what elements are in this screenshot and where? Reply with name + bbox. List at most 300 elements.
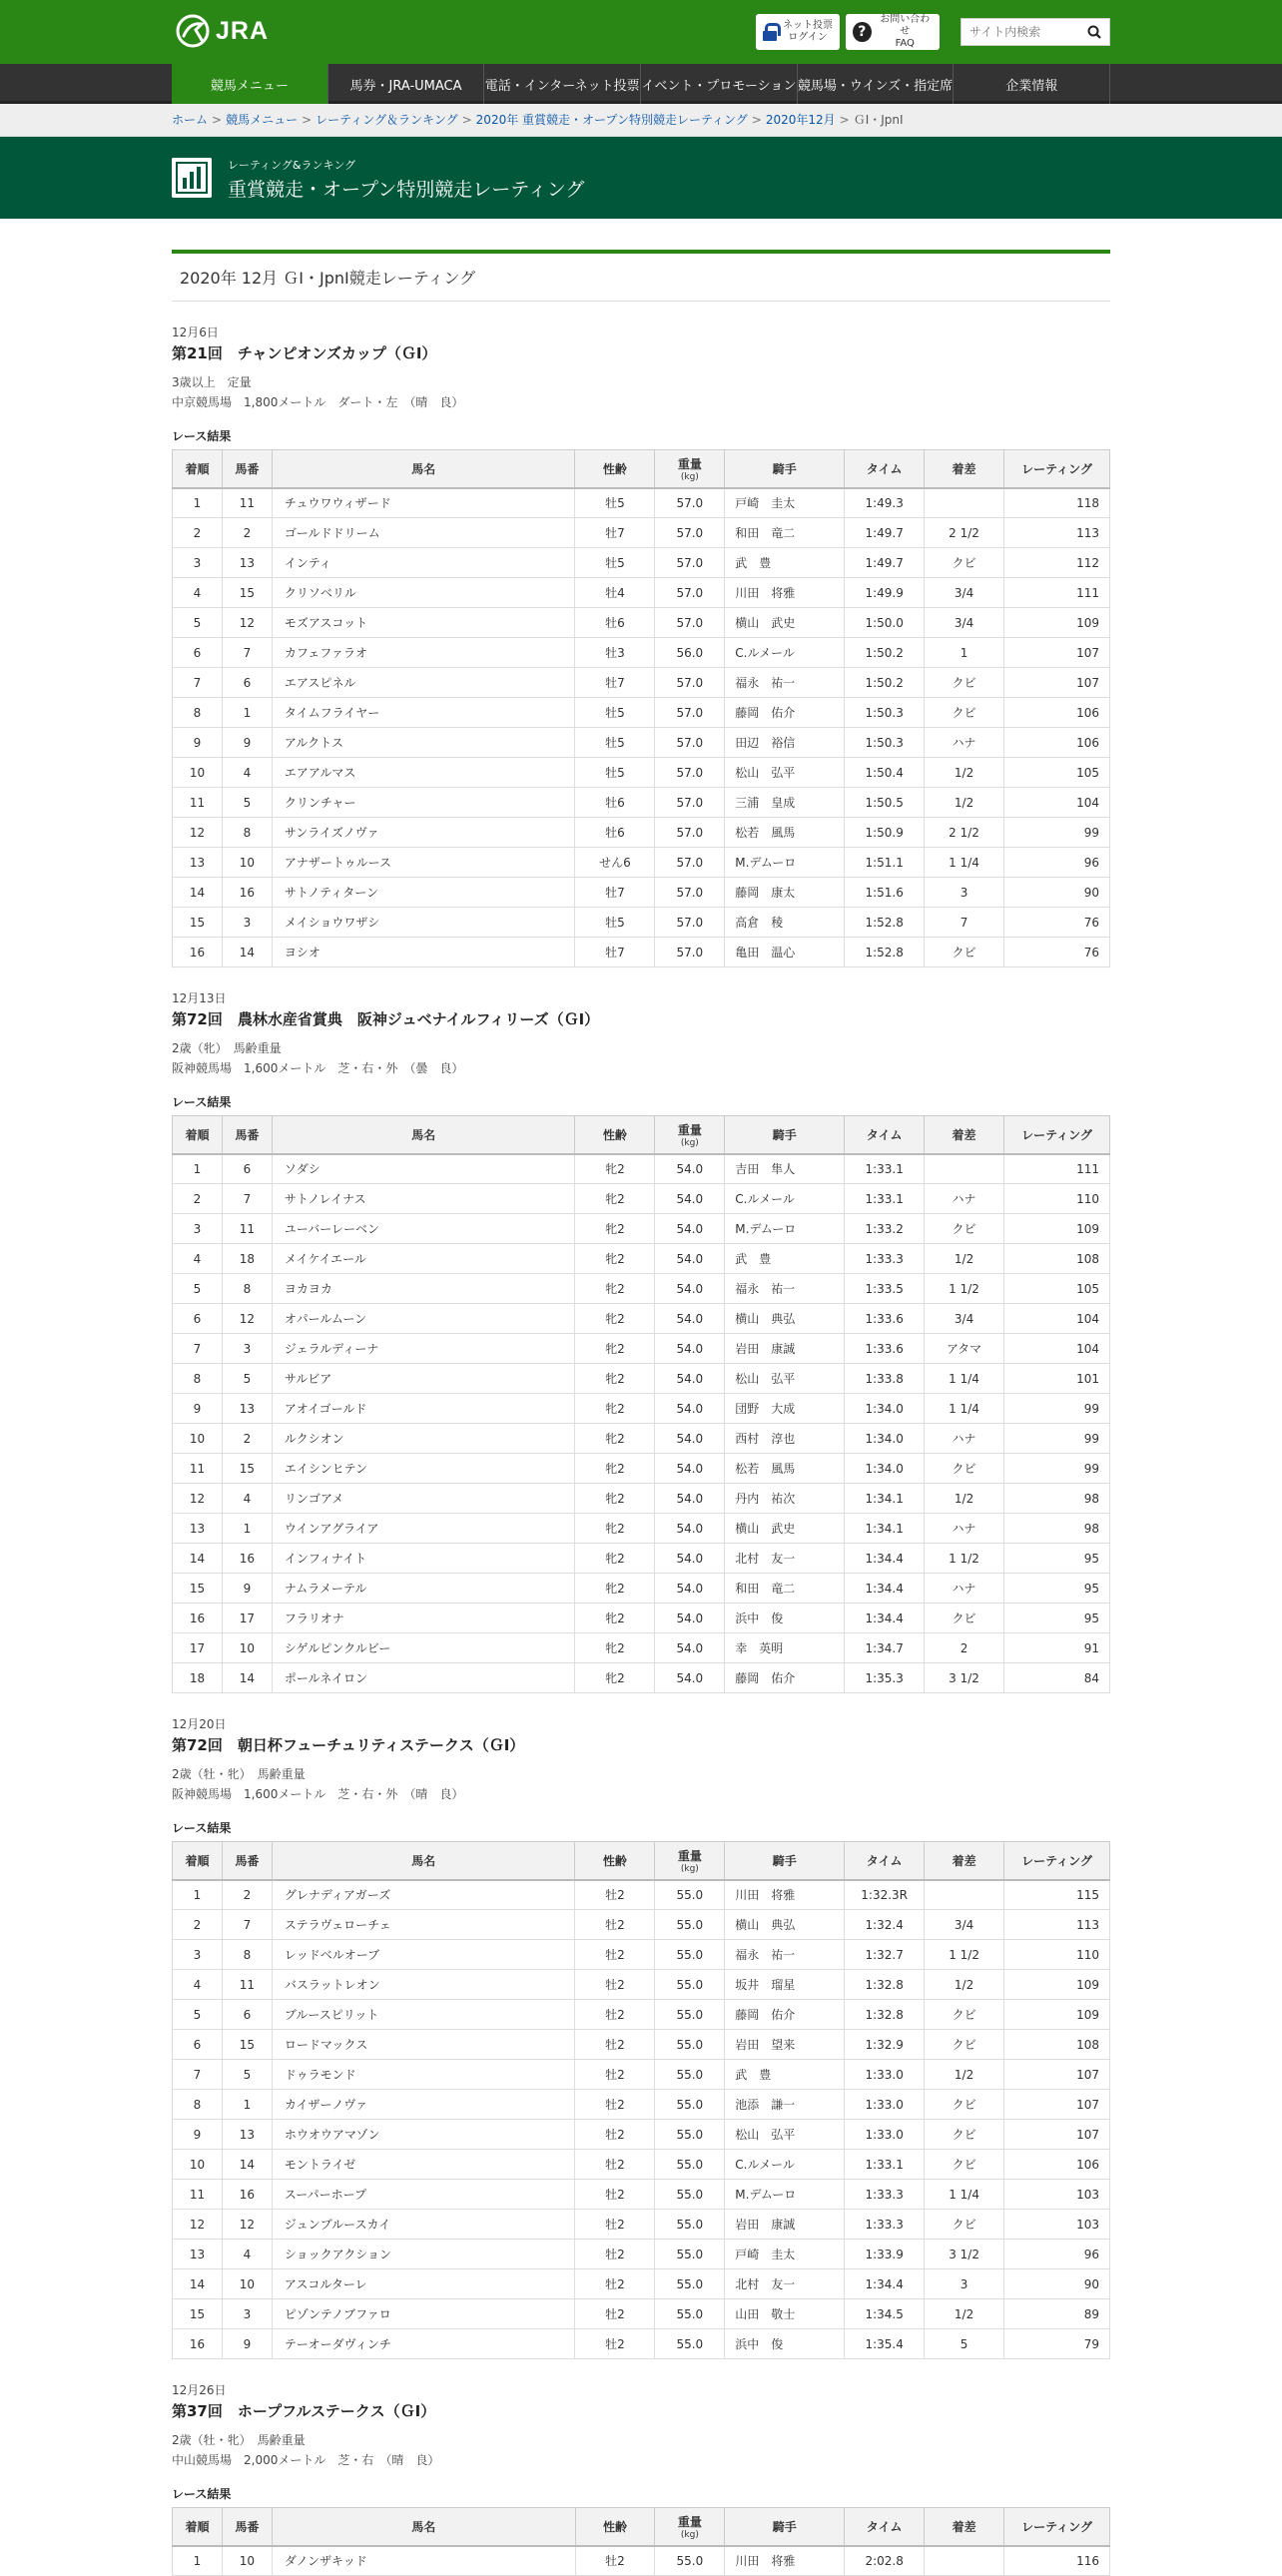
cell-weight: 54.0 <box>655 1424 725 1454</box>
cell-weight: 57.0 <box>655 758 725 788</box>
cell-margin: クビ <box>925 1454 1004 1484</box>
site-search <box>961 18 1110 46</box>
col-horse-number: 馬番 <box>222 450 272 488</box>
cell-margin: 1/2 <box>925 2060 1004 2090</box>
cell-margin: 1/2 <box>925 1484 1004 1514</box>
table-row <box>173 728 1110 758</box>
cell-weight: 55.0 <box>655 2000 725 2030</box>
race-name: 第72回 朝日杯フューチュリティステークス（ＧⅠ） <box>172 1736 525 1754</box>
cell-jockey: 松山 弘平 <box>725 2120 845 2150</box>
cell-horse-name: インティ <box>272 548 575 578</box>
cell-margin: 1/2 <box>925 788 1004 818</box>
main-nav <box>0 64 1282 104</box>
cell-margin: 1 1/4 <box>925 1394 1004 1424</box>
question-icon: ? <box>853 22 872 42</box>
cell-time: 1:49.7 <box>845 548 925 578</box>
cell-finish: 3 <box>173 548 223 578</box>
cell-margin: アタマ <box>925 1334 1004 1364</box>
cell-horse-name: スーパーホープ <box>272 2180 575 2210</box>
cell-time: 1:33.9 <box>845 2240 925 2269</box>
cell-jockey: 亀田 温心 <box>725 938 845 967</box>
table-row <box>173 1970 1110 2000</box>
cell-time: 1:35.3 <box>845 1663 925 1693</box>
cell-horse-number: 14 <box>222 1663 272 1693</box>
cell-time: 1:32.8 <box>845 1970 925 2000</box>
cell-margin: 1/2 <box>925 2299 1004 2329</box>
table-row <box>173 638 1110 668</box>
race-date: 12月26日 <box>172 2383 227 2397</box>
col-weight <box>655 2508 725 2546</box>
cell-time: 1:49.9 <box>845 578 925 608</box>
cell-sex-age: 牡6 <box>575 818 655 848</box>
cell-margin: 3/4 <box>925 1304 1004 1334</box>
cell-time: 1:49.7 <box>845 518 925 548</box>
cell-horse-name: クリソベリル <box>272 578 575 608</box>
col-margin: 着差 <box>925 1116 1004 1154</box>
race-list <box>172 323 1110 2576</box>
race-course: 中京競馬場 1,800メートル ダート・左 （晴 良） <box>172 395 464 409</box>
col-time: タイム <box>845 1842 925 1880</box>
cell-rating: 98 <box>1004 1484 1110 1514</box>
race-section <box>172 2381 1110 2576</box>
cell-jockey: 北村 友一 <box>725 2269 845 2299</box>
cell-jockey: 松若 風馬 <box>725 818 845 848</box>
cell-horse-number: 10 <box>222 1633 272 1663</box>
cell-rating: 98 <box>1004 1514 1110 1544</box>
cell-rating: 107 <box>1004 668 1110 698</box>
nav-phone-internet[interactable]: 電話・インターネット投票 <box>484 64 641 104</box>
race-name: 第72回 農林水産省賞典 阪神ジュベナイルフィリーズ（ＧⅠ） <box>172 1010 600 1028</box>
col-sex-age: 性齢 <box>575 450 655 488</box>
cell-finish: 2 <box>173 1184 223 1214</box>
cell-sex-age: 牝2 <box>575 1663 655 1693</box>
cell-sex-age: 牝2 <box>575 1334 655 1364</box>
cell-sex-age: 牝2 <box>575 1364 655 1394</box>
cell-sex-age: 牝2 <box>575 1574 655 1604</box>
cell-time: 1:51.6 <box>845 878 925 908</box>
cell-time: 1:50.3 <box>845 698 925 728</box>
cell-horse-number: 11 <box>222 1214 272 1244</box>
col-time: タイム <box>845 1116 925 1154</box>
cell-jockey: 松山 弘平 <box>725 1364 845 1394</box>
cell-jockey: 坂井 瑠星 <box>725 1970 845 2000</box>
cell-weight: 55.0 <box>655 2060 725 2090</box>
cell-sex-age: 牡5 <box>575 908 655 938</box>
cell-time: 1:33.3 <box>845 2210 925 2240</box>
cell-horse-number: 13 <box>222 1394 272 1424</box>
cell-jockey: C.ルメール <box>725 2150 845 2180</box>
cell-jockey: 田辺 裕信 <box>725 728 845 758</box>
cell-rating: 99 <box>1004 1394 1110 1424</box>
table-row <box>173 2150 1110 2180</box>
cell-finish: 16 <box>173 1604 223 1633</box>
cell-time: 1:33.1 <box>845 2150 925 2180</box>
cell-margin: 3/4 <box>925 608 1004 638</box>
cell-finish: 8 <box>173 1364 223 1394</box>
cell-horse-number: 14 <box>222 2150 272 2180</box>
col-jockey: 騎手 <box>725 1116 845 1154</box>
cell-horse-name: ソダシ <box>272 1154 575 1184</box>
table-row <box>173 1334 1110 1364</box>
cell-finish: 15 <box>173 1574 223 1604</box>
cell-horse-number: 15 <box>222 1454 272 1484</box>
cell-sex-age: 牡2 <box>575 2299 655 2329</box>
cell-sex-age: 牡2 <box>575 1940 655 1970</box>
cell-weight: 57.0 <box>655 518 725 548</box>
cell-horse-name: メイショウワザシ <box>272 908 575 938</box>
cell-jockey: 三浦 皇成 <box>725 788 845 818</box>
cell-finish: 1 <box>173 488 223 518</box>
cell-weight: 57.0 <box>655 608 725 638</box>
cell-rating: 110 <box>1004 1184 1110 1214</box>
table-row <box>173 938 1110 967</box>
cell-weight: 55.0 <box>655 2329 725 2359</box>
table-row <box>173 698 1110 728</box>
cell-jockey: 藤岡 康太 <box>725 878 845 908</box>
race-result-label: レース結果 <box>172 1821 232 1835</box>
faq-line2: FAQ <box>895 38 915 49</box>
cell-weight: 55.0 <box>655 2299 725 2329</box>
cell-time: 1:50.2 <box>845 638 925 668</box>
table-row <box>173 1633 1110 1663</box>
cell-finish: 12 <box>173 818 223 848</box>
cell-sex-age: 牡2 <box>575 2000 655 2030</box>
cell-horse-name: シゲルピンクルビー <box>272 1633 575 1663</box>
cell-weight: 54.0 <box>655 1663 725 1693</box>
cell-rating: 109 <box>1004 608 1110 638</box>
login-line1: ネット投票 <box>783 20 833 31</box>
table-row <box>173 1394 1110 1424</box>
cell-sex-age: 牡2 <box>575 2329 655 2359</box>
cell-time: 1:34.0 <box>845 1454 925 1484</box>
cell-horse-name: ウインアグライア <box>272 1514 575 1544</box>
cell-horse-number: 3 <box>222 908 272 938</box>
cell-jockey: C.ルメール <box>725 638 845 668</box>
col-weight <box>655 1842 725 1880</box>
cell-sex-age: 牡2 <box>575 2060 655 2090</box>
cell-horse-number: 8 <box>222 1274 272 1304</box>
breadcrumb-keiba-menu[interactable]: 競馬メニュー <box>226 113 299 127</box>
cell-horse-name: ナムラメーテル <box>272 1574 575 1604</box>
cell-finish: 3 <box>173 1214 223 1244</box>
breadcrumb-2020-rating[interactable]: 2020年 重賞競走・オープン特別競走レーティング <box>475 113 748 127</box>
cell-horse-number: 7 <box>222 638 272 668</box>
race-result-table <box>172 1115 1110 1693</box>
cell-jockey: 団野 大成 <box>725 1394 845 1424</box>
cell-margin: 3 1/2 <box>925 1663 1004 1693</box>
cell-horse-name: テーオーダヴィンチ <box>272 2329 575 2359</box>
cell-weight: 57.0 <box>655 698 725 728</box>
cell-horse-name: サンライズノヴァ <box>272 818 575 848</box>
col-weight <box>655 1116 725 1154</box>
table-row <box>173 2210 1110 2240</box>
cell-horse-number: 1 <box>222 698 272 728</box>
cell-sex-age: 牡2 <box>575 2269 655 2299</box>
nav-event[interactable]: イベント・プロモーション <box>641 64 798 104</box>
cell-time: 1:33.0 <box>845 2090 925 2120</box>
table-row <box>173 2120 1110 2150</box>
cell-jockey: 川田 将雅 <box>725 578 845 608</box>
cell-margin: 2 1/2 <box>925 818 1004 848</box>
cell-margin: ハナ <box>925 1184 1004 1214</box>
nav-keiba-menu[interactable]: 競馬メニュー <box>172 64 328 104</box>
cell-finish: 13 <box>173 848 223 878</box>
login-line2: ログイン <box>788 32 828 43</box>
cell-time: 1:34.5 <box>845 2299 925 2329</box>
cell-weight: 54.0 <box>655 1334 725 1364</box>
cell-horse-number: 9 <box>222 728 272 758</box>
cell-horse-name: ホウオウアマゾン <box>272 2120 575 2150</box>
cell-sex-age: 牡2 <box>575 2090 655 2120</box>
cell-time: 1:34.4 <box>845 1574 925 1604</box>
cell-rating: 101 <box>1004 1364 1110 1394</box>
table-row <box>173 2180 1110 2210</box>
cell-rating: 111 <box>1004 1154 1110 1184</box>
search-icon <box>1087 25 1101 39</box>
cell-weight: 57.0 <box>655 848 725 878</box>
jra-logo[interactable] <box>176 14 269 48</box>
race-date: 12月13日 <box>172 991 227 1005</box>
table-row <box>173 758 1110 788</box>
cell-margin: 3 <box>925 2269 1004 2299</box>
cell-weight: 54.0 <box>655 1514 725 1544</box>
cell-sex-age: 牡7 <box>575 878 655 908</box>
table-row <box>173 2546 1110 2576</box>
table-row <box>173 2329 1110 2359</box>
race-result-label: レース結果 <box>172 2487 232 2501</box>
col-finish: 着順 <box>173 2508 223 2546</box>
cell-horse-number: 5 <box>222 1364 272 1394</box>
cell-weight: 57.0 <box>655 728 725 758</box>
cell-weight: 55.0 <box>655 2030 725 2060</box>
cell-finish: 10 <box>173 758 223 788</box>
cell-finish: 15 <box>173 2299 223 2329</box>
cell-horse-name: レッドベルオーブ <box>272 1940 575 1970</box>
col-rating: レーティング <box>1004 1842 1110 1880</box>
col-horse-number: 馬番 <box>222 1116 272 1154</box>
cell-margin <box>925 1154 1004 1184</box>
cell-time: 1:34.4 <box>845 1604 925 1633</box>
search-input[interactable] <box>962 25 1081 39</box>
cell-margin: ハナ <box>925 728 1004 758</box>
cell-jockey: 松山 弘平 <box>725 758 845 788</box>
cell-time: 1:34.7 <box>845 1633 925 1663</box>
col-rating: レーティング <box>1004 1116 1110 1154</box>
table-row <box>173 1574 1110 1604</box>
cell-rating: 90 <box>1004 878 1110 908</box>
cell-horse-name: リンゴアメ <box>272 1484 575 1514</box>
cell-jockey: 武 豊 <box>725 1244 845 1274</box>
cell-rating: 105 <box>1004 758 1110 788</box>
cell-sex-age: 牡5 <box>575 728 655 758</box>
cell-rating: 106 <box>1004 698 1110 728</box>
cell-horse-number: 2 <box>222 1880 272 1910</box>
cell-rating: 99 <box>1004 1454 1110 1484</box>
cell-finish: 3 <box>173 1940 223 1970</box>
cell-horse-number: 10 <box>222 2269 272 2299</box>
cell-margin: 1 1/4 <box>925 848 1004 878</box>
cell-sex-age: 牡2 <box>575 2210 655 2240</box>
search-button[interactable] <box>1081 19 1107 45</box>
cell-time: 1:32.3R <box>845 1880 925 1910</box>
cell-horse-number: 1 <box>222 2090 272 2120</box>
cell-time: 1:33.3 <box>845 1244 925 1274</box>
section-title: 2020年 12月 ＧⅠ・JpnⅠ競走レーティング <box>172 250 1110 302</box>
cell-rating: 91 <box>1004 1633 1110 1663</box>
table-row <box>173 578 1110 608</box>
cell-jockey: 武 豊 <box>725 548 845 578</box>
table-row <box>173 1454 1110 1484</box>
table-row <box>173 2299 1110 2329</box>
cell-jockey: 山田 敬士 <box>725 2299 845 2329</box>
cell-finish: 1 <box>173 2546 223 2576</box>
cell-jockey: 横山 武史 <box>725 1514 845 1544</box>
cell-weight: 56.0 <box>655 638 725 668</box>
cell-rating: 104 <box>1004 1334 1110 1364</box>
cell-rating: 104 <box>1004 1304 1110 1334</box>
cell-rating: 107 <box>1004 638 1110 668</box>
col-time: タイム <box>845 450 925 488</box>
col-sex-age: 性齢 <box>575 1842 655 1880</box>
cell-weight: 54.0 <box>655 1454 725 1484</box>
cell-margin: 7 <box>925 908 1004 938</box>
table-row <box>173 1544 1110 1574</box>
cell-time: 1:50.3 <box>845 728 925 758</box>
page-title-bar <box>0 137 1282 219</box>
cell-jockey: 藤岡 佑介 <box>725 1663 845 1693</box>
race-result-label: レース結果 <box>172 1095 232 1109</box>
cell-rating: 76 <box>1004 938 1110 967</box>
race-conditions: 3歳以上 定量 <box>172 375 252 389</box>
cell-jockey: 戸崎 圭太 <box>725 2240 845 2269</box>
cell-rating: 109 <box>1004 1970 1110 2000</box>
cell-time: 1:49.3 <box>845 488 925 518</box>
table-row <box>173 1663 1110 1693</box>
cell-sex-age: 牡6 <box>575 608 655 638</box>
faq-button[interactable] <box>846 14 940 50</box>
cell-time: 1:33.1 <box>845 1154 925 1184</box>
nav-baken[interactable]: 馬券・JRA-UMACA <box>328 64 485 104</box>
table-row <box>173 1880 1110 1910</box>
cell-jockey: 吉田 隼人 <box>725 1154 845 1184</box>
cell-margin: 1 1/2 <box>925 1940 1004 1970</box>
cell-finish: 15 <box>173 908 223 938</box>
cell-horse-number: 4 <box>222 2240 272 2269</box>
page-title: 重賞競走・オープン特別競走レーティング <box>228 179 585 201</box>
race-section <box>172 1715 1110 2359</box>
cell-finish: 14 <box>173 2269 223 2299</box>
table-row <box>173 818 1110 848</box>
col-weight-label: 重量 <box>677 456 702 471</box>
cell-finish: 4 <box>173 1244 223 1274</box>
horse-logo-icon <box>176 14 210 48</box>
cell-finish: 11 <box>173 788 223 818</box>
cell-margin: 3/4 <box>925 1910 1004 1940</box>
cell-weight: 55.0 <box>655 2240 725 2269</box>
net-vote-login-button[interactable] <box>756 14 840 50</box>
cell-finish: 7 <box>173 668 223 698</box>
cell-margin: 1/2 <box>925 758 1004 788</box>
breadcrumb-current: ＧⅠ・JpnⅠ <box>853 113 904 127</box>
col-horse-number: 馬番 <box>222 1842 272 1880</box>
cell-horse-number: 16 <box>222 1544 272 1574</box>
cell-finish: 2 <box>173 1910 223 1940</box>
table-row <box>173 1940 1110 1970</box>
cell-horse-number: 9 <box>222 1574 272 1604</box>
cell-sex-age: 牡5 <box>575 488 655 518</box>
cell-jockey: 藤岡 佑介 <box>725 2000 845 2030</box>
cell-margin: 2 <box>925 1633 1004 1663</box>
cell-rating: 109 <box>1004 2000 1110 2030</box>
race-section <box>172 323 1110 967</box>
cell-rating: 118 <box>1004 488 1110 518</box>
cell-finish: 9 <box>173 2120 223 2150</box>
cell-rating: 99 <box>1004 818 1110 848</box>
cell-horse-name: モズアスコット <box>272 608 575 638</box>
col-weight-unit: (kg) <box>680 1863 699 1874</box>
col-finish: 着順 <box>173 450 223 488</box>
cell-weight: 54.0 <box>655 1364 725 1394</box>
cell-horse-name: アルクトス <box>272 728 575 758</box>
cell-margin: 3 <box>925 878 1004 908</box>
cell-jockey: 高倉 稜 <box>725 908 845 938</box>
race-result-table <box>172 2507 1110 2576</box>
cell-rating: 79 <box>1004 2329 1110 2359</box>
cell-margin: 1 <box>925 638 1004 668</box>
cell-time: 1:33.5 <box>845 1274 925 1304</box>
cell-jockey: 武 豊 <box>725 2060 845 2090</box>
cell-margin: 3/4 <box>925 578 1004 608</box>
breadcrumb-home[interactable]: ホーム <box>172 113 209 127</box>
cell-weight: 54.0 <box>655 1544 725 1574</box>
cell-horse-name: サトノレイナス <box>272 1184 575 1214</box>
cell-weight: 54.0 <box>655 1484 725 1514</box>
col-weight-label: 重量 <box>677 1848 702 1863</box>
cell-horse-number: 17 <box>222 1604 272 1633</box>
cell-jockey: 幸 英明 <box>725 1633 845 1663</box>
breadcrumb-rating-ranking[interactable]: レーティング＆ランキング <box>316 113 458 127</box>
col-jockey: 騎手 <box>725 1842 845 1880</box>
cell-horse-number: 6 <box>222 668 272 698</box>
cell-time: 1:33.0 <box>845 2120 925 2150</box>
cell-horse-number: 4 <box>222 1484 272 1514</box>
cell-rating: 96 <box>1004 848 1110 878</box>
cell-weight: 54.0 <box>655 1274 725 1304</box>
race-course: 阪神競馬場 1,600メートル 芝・右・外 （曇 良） <box>172 1061 464 1075</box>
cell-sex-age: 牝2 <box>575 1184 655 1214</box>
cell-horse-name: バスラットレオン <box>272 1970 575 2000</box>
breadcrumb-2020-12[interactable]: 2020年12月 <box>765 113 836 127</box>
cell-sex-age: せん6 <box>575 848 655 878</box>
col-horse-name: 馬名 <box>272 1842 575 1880</box>
nav-racecourse[interactable]: 競馬場・ウインズ・指定席 <box>798 64 955 104</box>
cell-horse-name: クリンチャー <box>272 788 575 818</box>
cell-horse-name: ユーバーレーベン <box>272 1214 575 1244</box>
cell-finish: 6 <box>173 1304 223 1334</box>
cell-weight: 55.0 <box>655 1910 725 1940</box>
cell-jockey: 福永 祐一 <box>725 1274 845 1304</box>
cell-horse-name: フラリオナ <box>272 1604 575 1633</box>
cell-rating: 107 <box>1004 2120 1110 2150</box>
nav-company[interactable]: 企業情報 <box>954 64 1110 104</box>
cell-sex-age: 牡2 <box>575 2546 655 2576</box>
cell-horse-name: サルビア <box>272 1364 575 1394</box>
cell-rating: 107 <box>1004 2060 1110 2090</box>
cell-jockey: 川田 将雅 <box>725 2546 845 2576</box>
race-result-table <box>172 449 1110 967</box>
col-margin: 着差 <box>925 2508 1004 2546</box>
cell-finish: 18 <box>173 1663 223 1693</box>
